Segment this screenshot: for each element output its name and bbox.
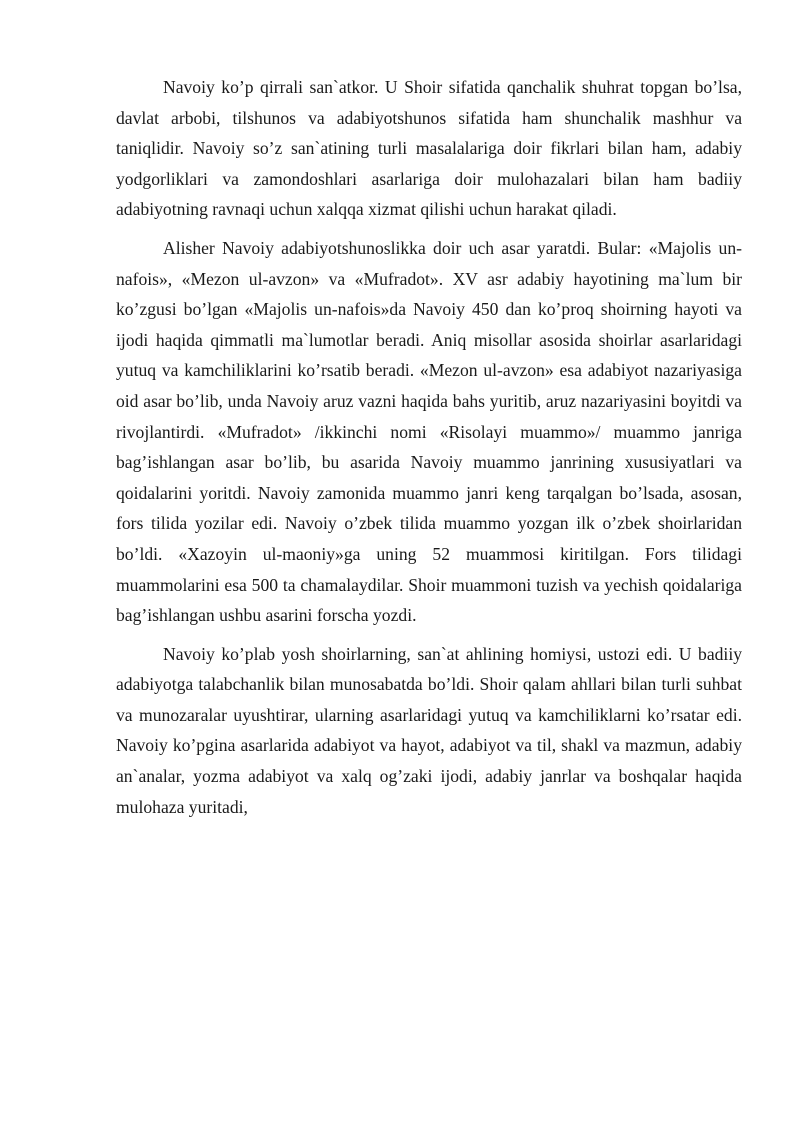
document-body [116, 72, 742, 830]
paragraph-literary-criticism-works: Alisher Navoiy adabiyotshunoslikka doir uch asar yaratdi. Bular: «Majolis un-nafois», «Mezon ul-avzon» va «Mufradot». XV asr adabiy hayotining ma`lum bir ko’zgusi bo’lgan «Majolis un-nafois»da Navoiy 450 dan ko’proq shoirning hayoti va ijodi haqida qimmatli ma`lumotlar beradi. Aniq misollar asosida shoirlar asarlaridagi yutuq va kamchiliklarini ko’rsatib beradi. «Mezon ul-avzon» esa adabiyot nazariyasiga oid asar bo’lib, unda Navoiy aruz vazni haqida bahs yuritib, aruz nazariyasini boyitdi va rivojlantirdi. «Mufradot» /ikkinchi nomi «Risolayi muammo»/ muammo janriga bag’ishlangan asar bo’lib, bu asarida Navoiy muammo janrining xususiyatlari va qoidalarini yoritdi. Navoiy zamonida muammo janri keng tarqalgan bo’lsada, asosan, fors tilida yozilar edi. Navoiy o’zbek tilida muammo yozgan ilk o’zbek shoirlaridan bo’ldi. «Xazoyin ul-maoniy»ga uning 52 muammosi kiritilgan. Fors tilidagi muammolarini esa 500 ta chamalaydilar. Shoir muammoni tuzish va yechish qoidalariga bag’ishlangan ushbu asarini forscha yozdi. [116, 237, 742, 626]
paragraph-navoiy-multifaceted: Navoiy ko’p qirrali san`atkor. U Shoir sifatida qanchalik shuhrat topgan bo’lsa, davlat arbobi, tilshunos va adabiyotshunos sifatida ham shunchalik mashhur va taniqlidir. Navoiy so’z san`atining turli masalalariga doir fikrlari bilan ham, adabiy yodgorliklari va zamondoshlari asarlariga doir mulohazalari bilan ham badiiy adabiyotning ravnaqi uchun xalqqa xizmat qilishi uchun harakat qiladi. [116, 77, 742, 220]
paragraph-patron-of-poets: Navoiy ko’plab yosh shoirlarning, san`at ahlining homiysi, ustozi edi. U badiiy adabiyotga talabchanlik bilan munosabatda bo’ldi. Shoir qalam ahllari bilan turli suhbat va munozaralar uyushtirar, ularning asarlaridagi yutuq va kamchiliklarni ko’rsatar edi. Navoiy ko’pgina asarlarida adabiyot va hayot, adabiyot va til, shakl va mazmun, adabiy an`analar, yozma adabiyot va xalq og’zaki ijodi, adabiy janrlar va boshqalar haqida mulohaza yuritadi, [116, 643, 742, 817]
